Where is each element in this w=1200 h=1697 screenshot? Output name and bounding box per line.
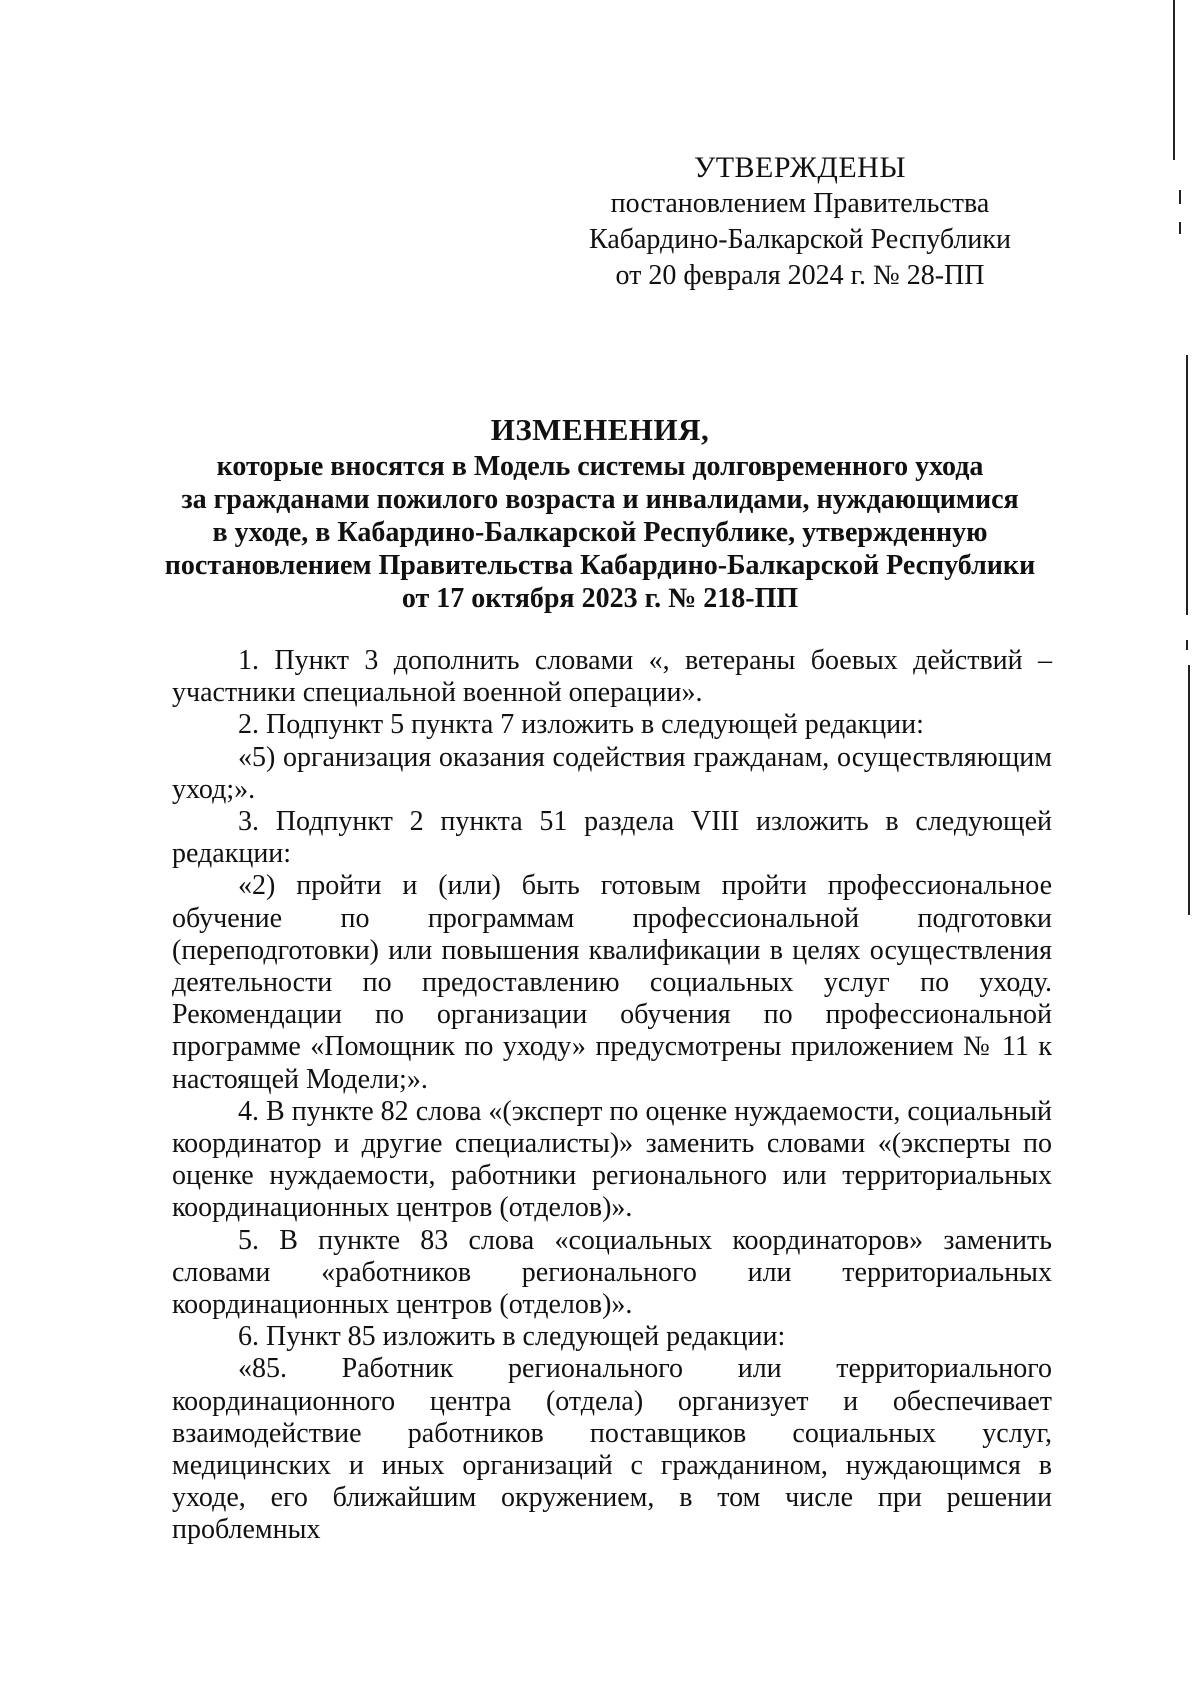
paragraph-quote: «85. Работник регионального или территориального координационного центра (отдела) организует и обеспечивает взаимодействие работников поставщиков социальных услуг, медицинских и иных организаций с гражданином, нуждающимся в уходе, его ближайшим окружением, в том числе при решении проблемных [172,1353,1052,1546]
paragraph-item-5: 5. В пункте 83 слова «социальных координаторов» заменить словами «работников регионального или территориальных координационных центров (отделов)». [172,1224,1052,1321]
paragraph-quote: «5) организация оказания содействия гражданам, осуществляющим уход;». [172,741,1052,805]
paragraph-item-6: 6. Пункт 85 изложить в следующей редакции: [238,1321,786,1353]
approval-line: постановлением Правительства [610,188,990,219]
scan-artifact-line [1173,0,1175,160]
scan-artifact-line [1179,222,1181,234]
scan-artifact-line [1188,665,1190,915]
title-line: в уходе, в Кабардино-Балкарской Республике, утвержденную [212,517,988,548]
title-line: постановлением Правительства Кабардино-Балкарской Республики [164,550,1036,581]
approval-line: Кабардино-Балкарской Республики [589,224,1011,255]
scan-artifact-line [1179,190,1181,204]
paragraph-item-1: 1. Пункт 3 дополнить словами «, ветераны боевых действий – участники специальной военной операции». [172,645,1052,709]
title-line: которые вносятся в Модель системы долговременного ухода [216,451,984,482]
document-body [172,645,1052,1547]
approval-heading: УТВЕРЖДЕНЫ [693,151,907,184]
document-title [150,410,1050,615]
approval-block [560,150,1040,294]
paragraph-item-2: 2. Подпункт 5 пункта 7 изложить в следующей редакции: [238,709,924,741]
title-heading: ИЗМЕНЕНИЯ, [490,412,710,447]
scan-artifact-line [1186,640,1188,650]
scan-artifact-line [1186,355,1188,615]
approval-date: от 20 февраля 2024 г. № 28-ПП [615,260,985,291]
title-line: от 17 октября 2023 г. № 218-ПП [401,583,799,614]
paragraph-item-4: 4. В пункте 82 слова «(эксперт по оценке нуждаемости, социальный координатор и другие специалисты)» заменить словами «(эксперты по оценке нуждаемости, работники регионального или территориальных координационных центров (отделов)». [172,1095,1052,1224]
paragraph-quote: «2) пройти и (или) быть готовым пройти профессиональное обучение по программам профессиональной подготовки (переподготовки) или повышения квалификации в целях осуществления деятельности по предоставлению социальных услуг по уходу. Рекомендации по организации обучения по профессиональной программе «Помощник по уходу» предусмотрены приложением № 11 к настоящей Модели;». [172,870,1052,1095]
paragraph-item-3: 3. Подпункт 2 пункта 51 раздела VIII изложить в следующей редакции: [172,806,1052,870]
title-line: за гражданами пожилого возраста и инвалидами, нуждающимися [181,484,1019,515]
